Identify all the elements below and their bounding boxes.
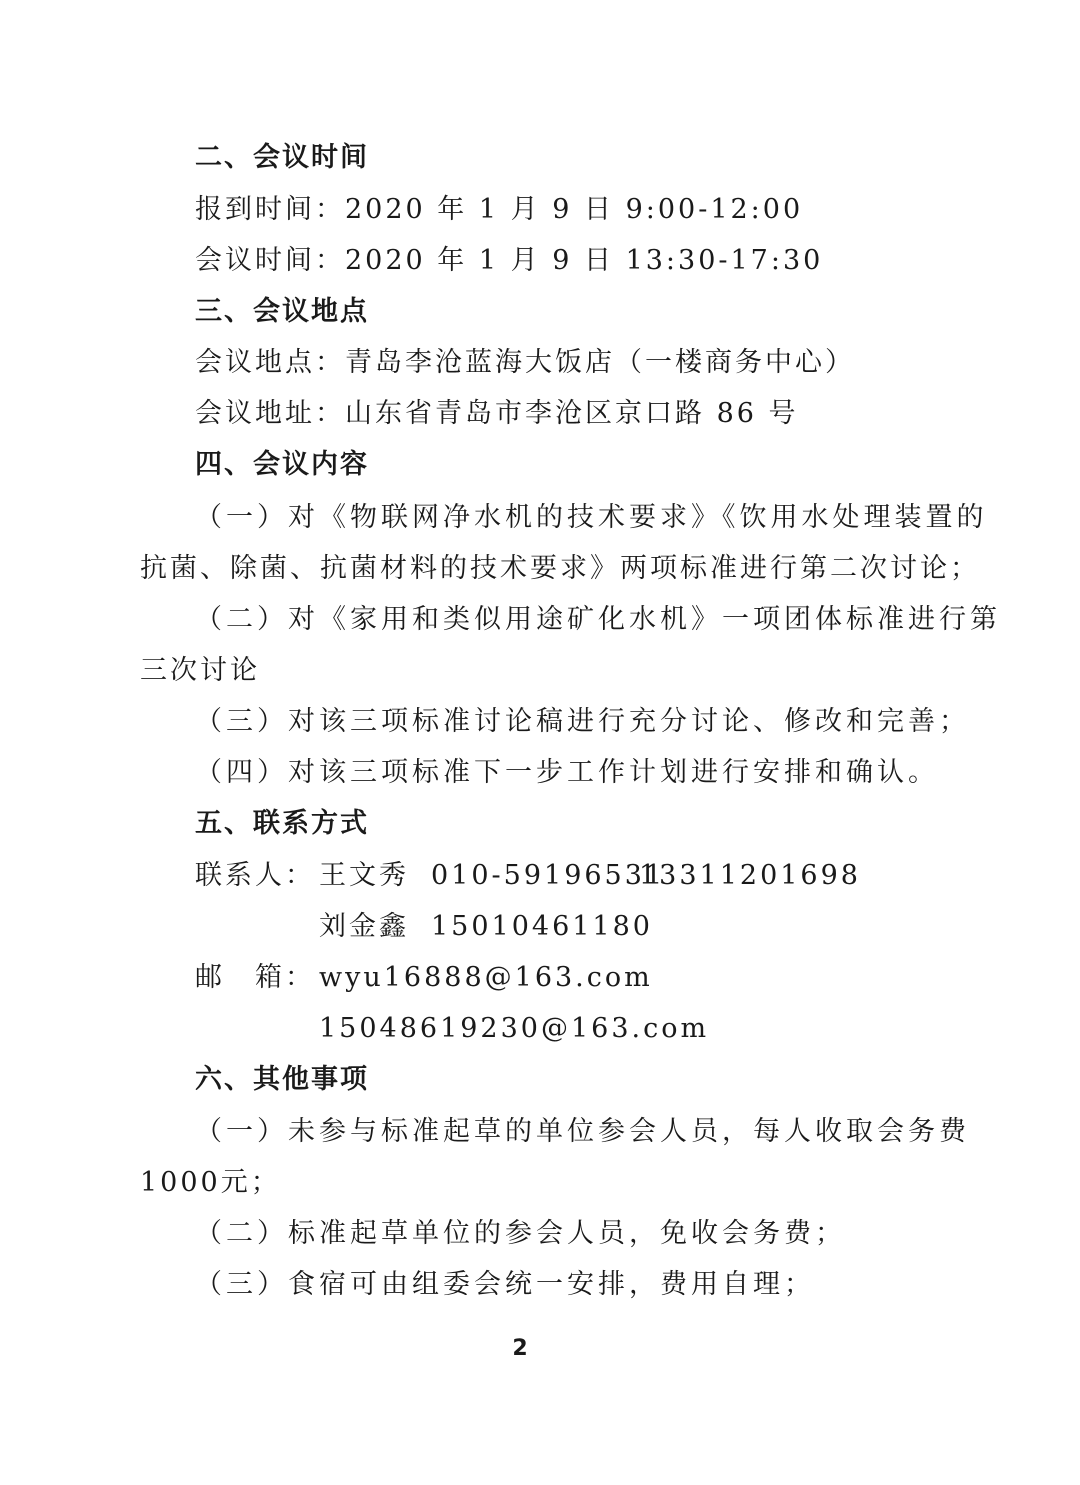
contact-person1-phone2: 13311201698 bbox=[639, 860, 861, 891]
contact-person-label: 联系人： bbox=[195, 860, 315, 891]
contact-email2: 15048619230@163.com bbox=[319, 1013, 710, 1044]
meeting-time: 会议时间：2020 年 1 月 9 日 13:30-17:30 bbox=[195, 245, 824, 276]
contact-email1: wyu16888@163.com bbox=[319, 962, 653, 993]
section-heading-contact: 五、联系方式 bbox=[195, 808, 369, 839]
contact-person2-name: 刘金鑫 bbox=[319, 911, 409, 942]
other-item3: （三）食宿可由组委会统一安排，费用自理； bbox=[195, 1269, 815, 1300]
content-item1-line1: （一）对《物联网净水机的技术要求》《饮用水处理装置的 bbox=[195, 502, 988, 533]
page-number: 2 bbox=[512, 1336, 528, 1361]
registration-time: 报到时间：2020 年 1 月 9 日 9:00-12:00 bbox=[195, 194, 804, 225]
content-item4: （四）对该三项标准下一步工作计划进行安排和确认。 bbox=[195, 757, 939, 788]
meeting-place: 会议地点：青岛李沧蓝海大饭店（一楼商务中心） bbox=[195, 347, 855, 378]
other-item2: （二）标准起草单位的参会人员，免收会务费； bbox=[195, 1218, 846, 1249]
section-heading-content: 四、会议内容 bbox=[195, 449, 369, 480]
content-item3: （三）对该三项标准讨论稿进行充分讨论、修改和完善； bbox=[195, 706, 970, 737]
content-item2-line1: （二）对《家用和类似用途矿化水机》一项团体标准进行第 bbox=[195, 604, 1001, 635]
contact-row-person1 bbox=[195, 856, 861, 896]
contact-email-label: 邮 箱： bbox=[195, 962, 315, 993]
other-item1-line1: （一）未参与标准起草的单位参会人员，每人收取会务费 bbox=[195, 1116, 970, 1147]
content-item2-line2: 三次讨论 bbox=[140, 655, 260, 686]
section-heading-time: 二、会议时间 bbox=[195, 142, 369, 173]
contact-row-email1 bbox=[195, 958, 653, 998]
meeting-address: 会议地址：山东省青岛市李沧区京口路 86 号 bbox=[195, 398, 799, 429]
other-item1-line2: 1000元； bbox=[140, 1167, 281, 1198]
section-heading-other: 六、其他事项 bbox=[195, 1064, 369, 1095]
contact-row-person2 bbox=[319, 907, 653, 947]
content-item1-line2: 抗菌、除菌、抗菌材料的技术要求》两项标准进行第二次讨论； bbox=[140, 553, 980, 584]
section-heading-venue: 三、会议地点 bbox=[195, 296, 369, 327]
contact-person1-phone1: 010-59196531 bbox=[431, 860, 666, 891]
contact-person1-name: 王文秀 bbox=[319, 860, 409, 891]
contact-person2-phone: 15010461180 bbox=[431, 911, 653, 942]
